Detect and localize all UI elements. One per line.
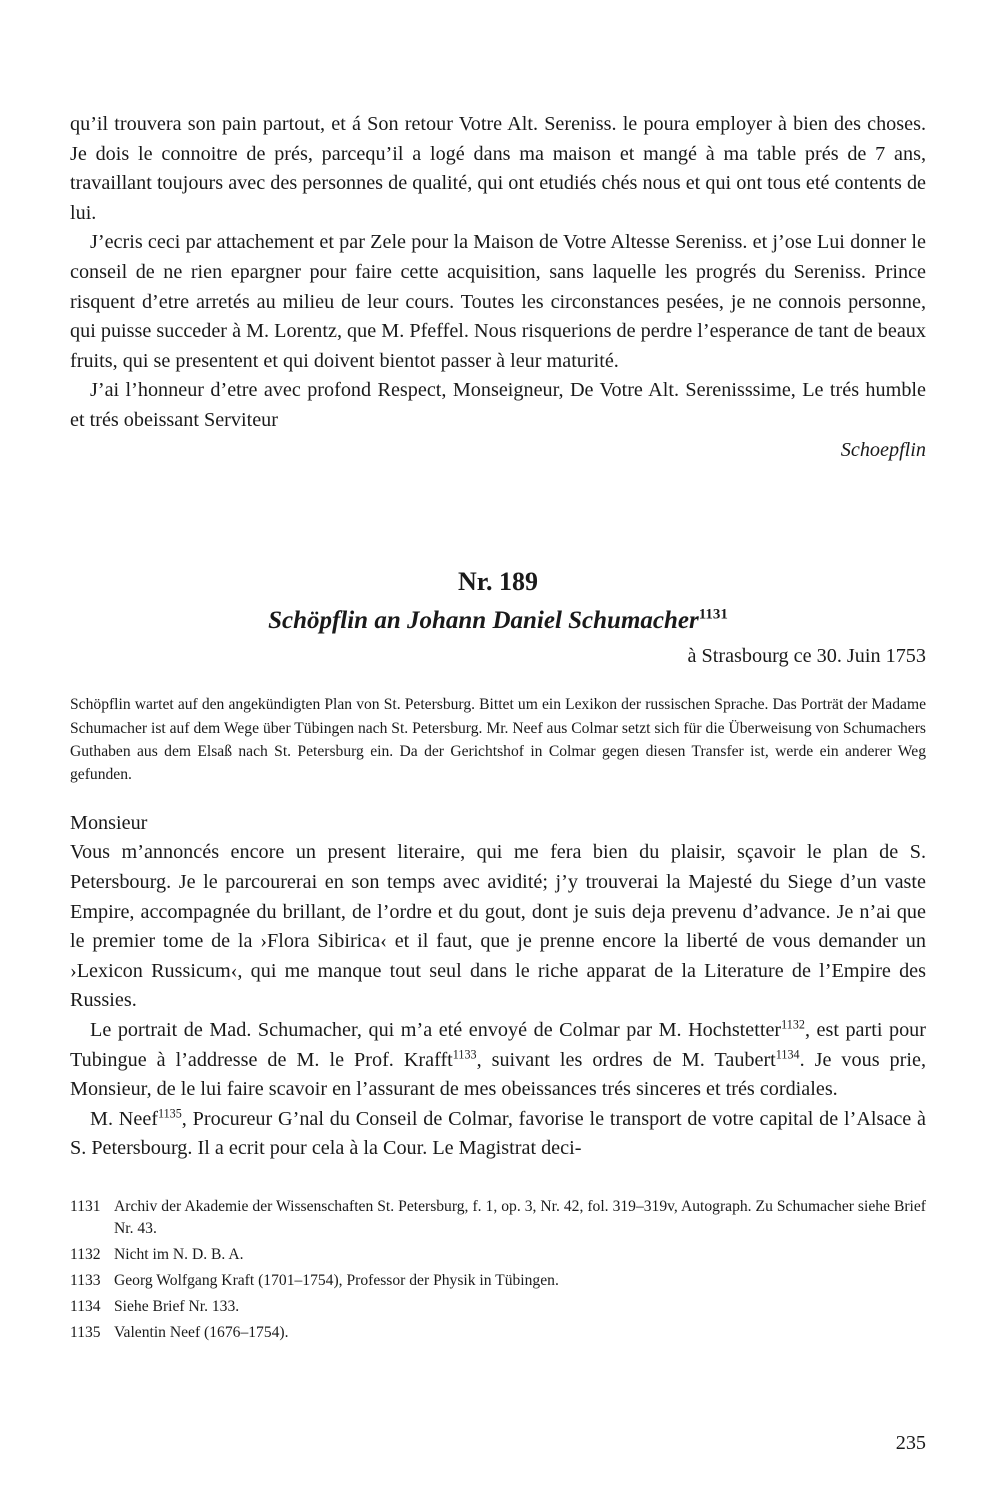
footnote-number: 1132	[70, 1245, 101, 1263]
signature: Schoepflin	[840, 438, 926, 461]
page-number: 235	[895, 1432, 926, 1454]
footnote-number: 1134	[70, 1297, 101, 1315]
footnote-ref-1132[interactable]: 1132	[781, 1017, 805, 1032]
footnote-ref-1133[interactable]: 1133	[452, 1046, 477, 1061]
text-run: M. Neef	[90, 1107, 159, 1130]
letter-title	[70, 603, 926, 639]
footnote	[70, 1270, 926, 1292]
footnote-number: 1131	[70, 1197, 101, 1215]
text-run: , est parti pour Tubingue à l’addresse de M. le Prof. Krafft	[70, 1018, 926, 1071]
text-run: Le portrait de Mad. Schumacher, qui m’a eté envoyé de Colmar par M. Hochstetter	[90, 1018, 782, 1041]
footnote-text: Archiv der Akademie der Wissenschaften St. Petersburg, f. 1, op. 3, Nr. 42, fol. 319–319v, Autograph. Zu Schumacher siehe Brief Nr. 43.	[114, 1197, 926, 1237]
letter-paragraph-3	[70, 1105, 926, 1164]
letter-title-text: Schöpflin an Johann Daniel Schumacher	[268, 607, 699, 635]
footnote-text: Georg Wolfgang Kraft (1701–1754), Professor der Physik in Tübingen.	[114, 1271, 559, 1289]
carry-over-closing: J’ai l’honneur d’etre avec profond Respect, Monseigneur, De Votre Alt. Serenisssime, Le trés humble et trés obeissant Serviteur	[70, 379, 926, 431]
salutation: Monsieur	[70, 811, 148, 834]
footnotes	[70, 1196, 926, 1344]
text-run: . Je vous prie, Monsieur, de le lui faire scavoir en l’assurant de mes obeissances trés sinceres et trés cordiales.	[70, 1048, 926, 1101]
footnote-ref-1135[interactable]: 1135	[158, 1105, 182, 1120]
page-content	[70, 110, 926, 1348]
footnote-text: Valentin Neef (1676–1754).	[114, 1323, 289, 1341]
letter-number: Nr. 189	[458, 567, 538, 597]
footnote-ref-1131[interactable]: 1131	[698, 606, 728, 623]
footnote	[70, 1296, 926, 1318]
letter-date: à Strasbourg ce 30. Juin 1753	[687, 645, 926, 668]
footnote-text: Nicht im N. D. B. A.	[114, 1245, 244, 1263]
footnote-number: 1135	[70, 1323, 101, 1341]
footnote	[70, 1196, 926, 1240]
letter-paragraph-2	[70, 1016, 926, 1105]
text-run: , Procureur G’nal du Conseil de Colmar, favorise le transport de votre capital de l’Alsace à S. Petersbourg. Il a ecrit pour cela à la Cour. Le Magistrat deci-	[70, 1107, 926, 1160]
footnote	[70, 1322, 926, 1344]
carry-over-paragraph-2: J’ecris ceci par attachement et par Zele pour la Maison de Votre Altesse Sereniss. et j’ose Lui donner le conseil de ne rien epargner pour faire cette acquisition, sans laquelle les progrés du Sereniss. Prince risquent d’etre arretés au milieu de leur cours. Toutes les circonstances pesées, je ne connois personne, qui puisse succeder à M. Lorentz, que M. Pfeffel. Nous risquerions de perdre l’esperance de tant de beaux fruits, qui se presentent et qui doivent bientot passer à leur maturité.	[70, 231, 926, 372]
carry-over-paragraph-1: qu’il trouvera son pain partout, et á Son retour Votre Alt. Sereniss. le poura employer à bien des choses. Je dois le connoitre de prés, parcequ’il a logé dans ma maison et mangé à ma table prés de 7 ans, travaillant toujours avec des personnes de qualité, qui ont etudiés chés nous et qui ont tous eté contents de lui.	[70, 113, 926, 224]
footnote-ref-1134[interactable]: 1134	[775, 1046, 800, 1061]
footnote-number: 1133	[70, 1271, 101, 1289]
text-run: , suivant les ordres de M. Taubert	[476, 1048, 776, 1071]
letter-summary: Schöpflin wartet auf den angekündigten Plan von St. Petersburg. Bittet um ein Lexikon der russischen Sprache. Das Porträt der Madame Schumacher ist auf dem Wege über Tübingen nach St. Petersburg. Mr. Neef aus Colmar setzt sich für die Überweisung von Schumachers Guthaben aus dem Elsaß nach St. Petersburg ein. Da der Gerichtshof in Colmar gegen diesen Transfer ist, werde ein anderer Weg gefunden.	[70, 696, 926, 784]
letter-paragraph-1: Vous m’annoncés encore un present literaire, qui me fera bien du plaisir, sçavoir le plan de S. Petersbourg. Je le parcourerai en son temps avec avidité; j’y trouverai la Majesté du Siege d’un vaste Empire, accompagnée du brillant, de l’ordre et du gout, dont je suis deja prevenu d’advance. Je n’ai que le premier tome de la ›Flora Sibirica‹ et il faut, que je prenne encore la liberté de vous demander un ›Lexicon Russicum‹, qui me manque tout seul dans le riche apparat de la Literature de l’Empire des Russies.	[70, 841, 926, 1012]
footnote	[70, 1244, 926, 1266]
footnote-text: Siehe Brief Nr. 133.	[114, 1297, 240, 1315]
